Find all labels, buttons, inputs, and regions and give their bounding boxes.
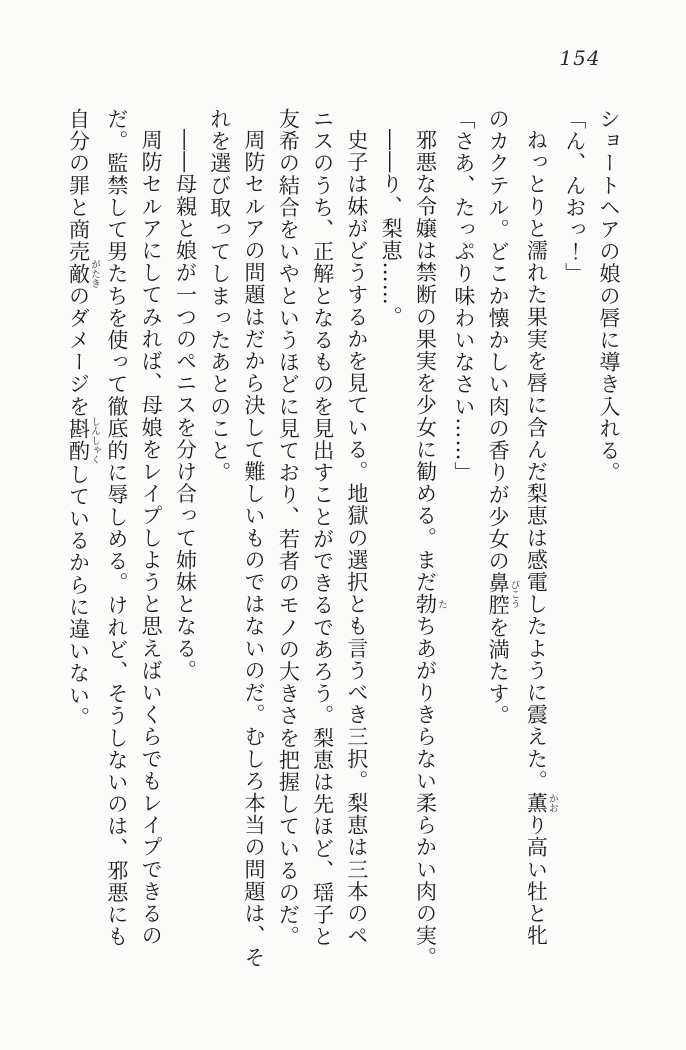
furigana-annotated-word: 勃た [413, 593, 448, 616]
page-number: 154 [559, 46, 601, 70]
text-line: 邪悪な令嬢は禁断の果実を少女に勧める。まだ勃たちあがりきらない柔らかい肉の実。 [413, 129, 448, 969]
furigana-reading: がたき [89, 259, 101, 289]
text-line: ショートヘアの娘の唇に導き入れる。 [597, 108, 621, 484]
furigana-annotated-word: 薫かお [524, 792, 558, 815]
furigana-reading: た [436, 593, 448, 616]
text-line: ニスのうち、正解となるものを見出すことができるであろう。梨恵は先ほど、瑶子と [310, 108, 335, 948]
furigana-reading: しんしゃく [89, 416, 101, 465]
text-line: れを選び取ってしまったあとのこと。 [207, 108, 232, 484]
furigana-annotated-word: 斟酌しんしゃく [66, 416, 101, 465]
text-line: 周防セルアの問題はだから決して難しいものではないのだ。むしろ本当の問題は、そ [242, 129, 267, 969]
text-line: 「ん、んおっ！」 [562, 108, 587, 285]
furigana-reading: かお [546, 792, 558, 815]
text-line: 周防セルアにしてみれば、母娘をレイプしようと思えばいくらでもレイプできるの [139, 129, 164, 947]
text-line: 友希の結合をいやというほどに見ており、若者のモノの大きさを把握しているのだ。 [276, 108, 301, 948]
text-line: ――り、梨恵……。 [379, 129, 404, 328]
furigana-annotated-word: 敵がたき [66, 259, 101, 289]
text-block [61, 108, 626, 1038]
text-line: のカクテル。どこか懐かしい肉の香りが少女の鼻腔びこうを満たす。 [486, 108, 520, 727]
furigana-reading: びこう [508, 572, 520, 617]
text-line: ねっとりと濡れた果実を唇に含んだ梨恵は感電したように震えた。薫かおり高い牡と牝 [524, 129, 558, 947]
text-line: ――母親と娘が一つのペニスを分け合って姉妹となる。 [173, 129, 198, 682]
text-line: 「さあ、たっぷり味わいなさい……」 [451, 108, 476, 484]
text-line: 自分の罪と商売敵がたきのダメージを斟酌しんしゃくしているからに違いない。 [66, 108, 101, 729]
furigana-annotated-word: 鼻腔びこう [486, 572, 520, 617]
text-line: だ。監禁して男たちを使って徹底的に辱しめる。けれど、そうしないのは、邪悪にも [104, 108, 129, 948]
text-line: 史子は妹がどうするかを見ている。地獄の選択とも言うべき三択。梨恵は三本のペ [344, 129, 369, 947]
